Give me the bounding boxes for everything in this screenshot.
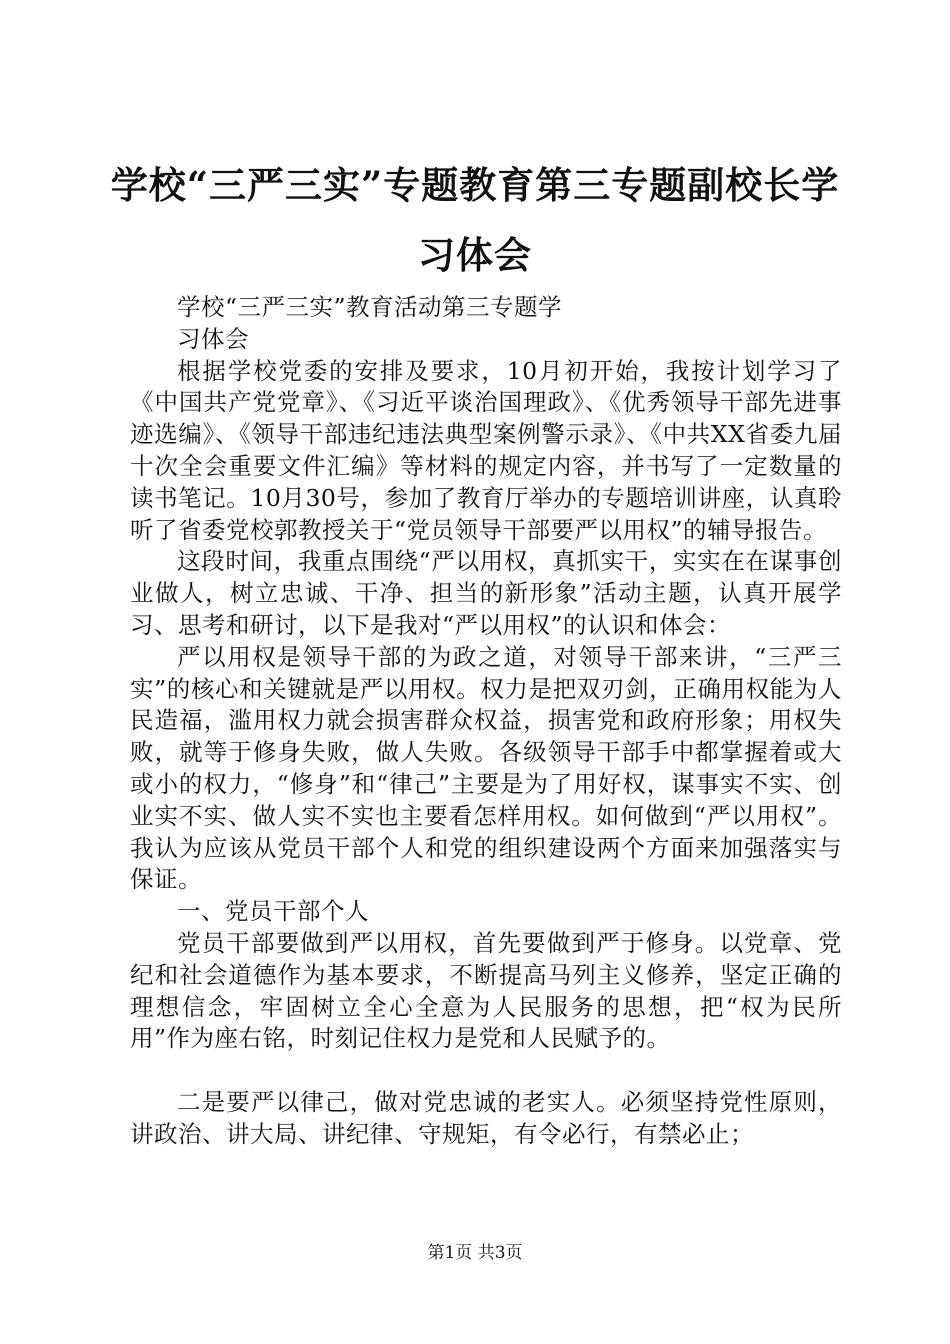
section-heading-individual: 一、党员干部个人: [177, 897, 369, 926]
page-footer: 第1页 共3页: [427, 1243, 523, 1263]
paragraph-theme: 这段时间，我重点围绕“严以用权，真抓实干，实实在在谋事创业做人，树立忠诚、干净、担当的新形象”活动主题，认真开展学习、思考和研讨，以下是我对“严以用权”的认识和体会：: [130, 547, 842, 639]
document-body: [130, 292, 842, 1151]
subtitle-line-1: 学校“三严三实”教育活动第三专题学: [177, 293, 563, 321]
paragraph-study-materials: 根据学校党委的安排及要求，10月初开始，我按计划学习了《中国共产党党章》、《习近平谈治国理政》、《优秀领导干部先进事迹选编》、《领导干部违纪违法典型案例警示录》、《中共XX省委九届十次全会重要文件汇编》等材料的规定内容，并书写了一定数量的读书笔记。10月30号，参加了教育厅举办的专题培训讲座，认真聆听了省委党校郭教授关于“党员领导干部要严以用权”的辅导报告。: [130, 356, 842, 544]
paragraph-power-use: 严以用权是领导干部的为政之道，对领导干部来讲，“三严三实”的核心和关键就是严以用权。权力是把双刃剑，正确用权能为人民造福，滥用权力就会损害群众权益，损害党和政府形象；用权失败，就等于修身失败，做人失败。各级领导干部手中都掌握着或大或小的权力，“修身”和“律己”主要是为了用好权，谋事实不实、创业实不实、做人实不实也主要看怎样用权。如何做到“严以用权”。我认为应该从党员干部个人和党的组织建设两个方面来加强落实与保证。: [130, 642, 842, 894]
paragraph-self-cultivation: 党员干部要做到严以用权，首先要做到严于修身。以党章、党纪和社会道德作为基本要求，不断提高马列主义修养，坚定正确的理想信念，牢固树立全心全意为人民服务的思想，把“权为民所用”作为座右铭，时刻记住权力是党和人民赋予的。: [130, 928, 842, 1053]
paragraph-self-discipline: 二是要严以律己，做对党忠诚的老实人。必须坚持党性原则，讲政治、讲大局、讲纪律、守规矩，有令必行，有禁必止；: [130, 1087, 842, 1148]
document-title: 学校“三严三实”专题教育第三专题副校长学习体会: [110, 163, 840, 277]
subtitle-line-2: 习体会: [177, 324, 249, 353]
